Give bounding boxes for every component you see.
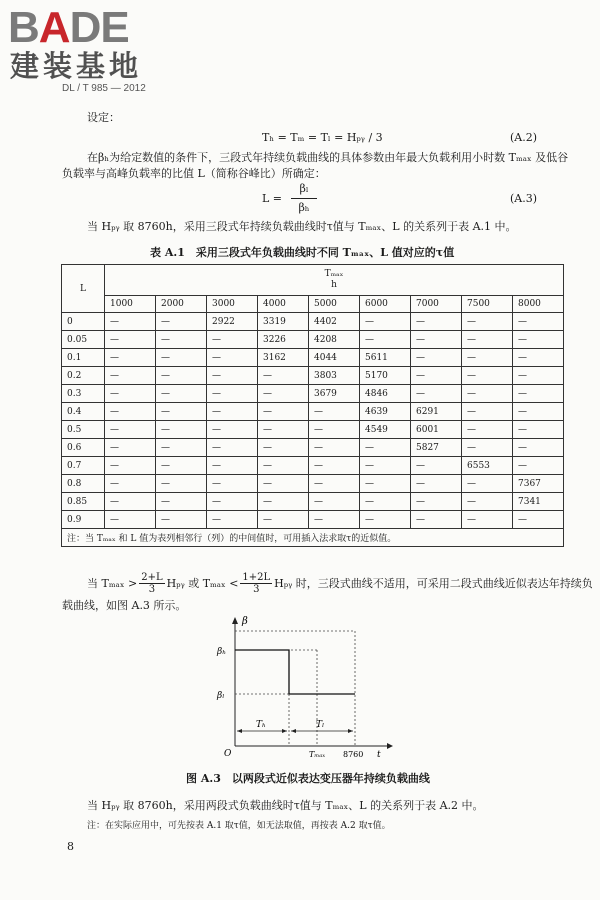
paragraph-4: 当 Hₚᵧ 取 8760h，采用两段式负载曲线时τ值与 Tₘₐₓ、L 的关系列于表 A.2 中。 [87,799,484,812]
table-cell: — [105,367,156,385]
x-axis-label: t [377,750,381,760]
table-cell: — [156,457,207,475]
tl-arrow-left [291,729,296,733]
table-row [62,475,564,493]
paragraph-1-line-2: 负载率与高峰负载率的比值 L（简称谷峰比）所确定： [62,167,326,180]
table-cell: 5827 [411,439,462,457]
table-note-row [62,529,564,547]
table-cell: — [411,331,462,349]
table-cell: — [462,493,513,511]
table-row-label: 0.9 [62,511,105,529]
table-cell: — [105,493,156,511]
table-cell: — [105,331,156,349]
table-column-header: 4000 [258,296,309,313]
figure-a3-caption: 图 A.3 以两段式近似表达变压器年持续负载曲线 [186,772,430,785]
table-cell: 4208 [309,331,360,349]
table-cell: 3319 [258,313,309,331]
table-cell: — [258,403,309,421]
table-column-header: 7500 [462,296,513,313]
table-cell: — [411,313,462,331]
table-row-label: 0.2 [62,367,105,385]
table-column-header: 3000 [207,296,258,313]
table-tmax-label: Tₘₐₓ [324,268,344,279]
fraction-1 [139,572,164,595]
table-cell: 3162 [258,349,309,367]
table-cell: 6553 [462,457,513,475]
table-cell: — [462,421,513,439]
table-cell: — [258,421,309,439]
table-cell: — [207,439,258,457]
table-cell: — [462,439,513,457]
table-row-label: 0.8 [62,475,105,493]
table-cell: 2922 [207,313,258,331]
table-cell: — [258,385,309,403]
table-cell: — [309,457,360,475]
table-row-header: L [62,265,105,313]
th-label: Tₕ [256,720,266,730]
table-cell: — [207,493,258,511]
table-column-header-row [62,296,564,313]
table-cell: — [156,475,207,493]
table-cell: — [411,511,462,529]
table-cell: 4044 [309,349,360,367]
table-cell: 4639 [360,403,411,421]
paragraph-3-suffix: Hₚᵧ 时，三段式曲线不适用，可采用二段式曲线近似表达年持续负 [274,576,593,590]
table-cell: — [156,385,207,403]
tl-arrow-right [348,729,353,733]
table-cell: — [360,511,411,529]
table-cell: — [411,457,462,475]
equation-a2: Tₕ = Tₘ = Tₗ = Hₚᵧ / 3 [262,131,383,144]
table-column-group-header [105,265,564,296]
table-cell: — [462,367,513,385]
table-cell: — [105,313,156,331]
table-column-header: 2000 [156,296,207,313]
table-cell: — [513,457,564,475]
table-row-label: 0.1 [62,349,105,367]
paragraph-3-prefix: 当 Tₘₐₓ > [87,576,138,590]
fraction-1-denominator: 3 [148,584,156,595]
table-cell: — [156,493,207,511]
table-row [62,367,564,385]
table-column-header: 1000 [105,296,156,313]
beta-h-label: βₕ [217,647,227,657]
x-axis-arrow [387,743,393,749]
table-row [62,439,564,457]
table-cell: — [156,511,207,529]
table-row-label: 0.3 [62,385,105,403]
origin-label: O [224,749,232,759]
table-row [62,421,564,439]
table-cell: — [411,493,462,511]
table-cell: — [207,367,258,385]
paragraph-1-line-1: 在βₕ为给定数值的条件下，三段式年持续负载曲线的具体参数由年最大负载利用小时数 Tₘₐₓ 及低谷 [87,151,569,164]
table-cell: — [156,331,207,349]
table-row-label: 0.6 [62,439,105,457]
equation-a3-denominator: βₕ [298,201,310,214]
table-row-label: 0.05 [62,331,105,349]
equation-a3-numerator: βₗ [299,182,309,195]
table-row [62,313,564,331]
table-cell: 4402 [309,313,360,331]
table-column-header: 7000 [411,296,462,313]
table-cell: — [360,331,411,349]
table-cell: — [156,403,207,421]
table-cell: — [513,367,564,385]
table-row [62,385,564,403]
table-cell: 3803 [309,367,360,385]
table-row [62,403,564,421]
table-cell: — [309,475,360,493]
table-cell: — [105,349,156,367]
table-cell: — [513,511,564,529]
table-cell: — [513,331,564,349]
table-cell: — [360,439,411,457]
table-cell: — [105,511,156,529]
fraction-2 [240,572,272,595]
table-cell: — [513,349,564,367]
table-cell: — [309,439,360,457]
load-curve [235,650,355,694]
table-cell: — [207,475,258,493]
table-cell: — [360,457,411,475]
equation-a3-lhs: L = [262,192,283,205]
table-cell: — [156,421,207,439]
intro-text: 设定： [87,111,120,124]
th-arrow-right [282,729,287,733]
tmax-label: Tₘₐₓ [309,750,326,759]
fraction-2-numerator: 1+2L [242,572,271,583]
equation-a3-fraction-bar [291,198,317,199]
figure-a3 [215,612,395,762]
table-cell: — [207,403,258,421]
paragraph-3-line-2: 载曲线，如图 A.3 所示。 [62,599,187,612]
table-cell: — [462,403,513,421]
table-cell: 4846 [360,385,411,403]
table-cell: — [207,457,258,475]
table-cell: — [360,475,411,493]
table-column-header: 6000 [360,296,411,313]
table-cell: 5170 [360,367,411,385]
table-cell: 5611 [360,349,411,367]
table-cell: — [462,349,513,367]
table-cell: — [513,439,564,457]
table-cell: — [309,493,360,511]
table-cell: — [258,367,309,385]
table-a1 [61,264,564,547]
table-cell: — [207,421,258,439]
table-a1-caption: 表 A.1 采用三段式年负载曲线时不同 Tₘₐₓ、L 值对应的τ值 [150,246,455,259]
table-cell: — [207,331,258,349]
paragraph-3-middle: Hₚᵧ 或 Tₘₐₓ < [166,576,239,590]
paragraph-2: 当 Hₚᵧ 取 8760h，采用三段式年持续负载曲线时τ值与 Tₘₐₓ、L 的关系列于表 A.1 中。 [87,220,517,233]
table-cell: — [360,493,411,511]
fraction-2-denominator: 3 [253,584,260,595]
table-cell: — [309,511,360,529]
table-cell: — [513,313,564,331]
brand-logo: BADE [8,3,129,52]
table-unit-label: h [331,280,337,290]
y-axis-arrow [232,617,238,624]
table-cell: — [411,475,462,493]
x-end-label: 8760 [343,750,364,759]
table-cell: — [156,367,207,385]
table-cell: — [411,367,462,385]
table-cell: — [411,349,462,367]
table-cell: — [462,331,513,349]
table-cell: — [360,313,411,331]
table-cell: 6291 [411,403,462,421]
table-column-header: 8000 [513,296,564,313]
fraction-1-numerator: 2+L [141,572,163,583]
equation-a3-number: (A.3) [510,192,538,205]
table-header-row [62,265,564,296]
table-row [62,511,564,529]
table-cell: — [513,403,564,421]
table-cell: 3226 [258,331,309,349]
table-cell: — [462,475,513,493]
th-arrow-left [237,729,242,733]
table-cell: — [411,385,462,403]
table-cell: 7367 [513,475,564,493]
table-row-label: 0.4 [62,403,105,421]
equation-a2-number: (A.2) [510,131,538,144]
table-cell: — [156,439,207,457]
table-cell: 4549 [360,421,411,439]
table-cell: — [258,475,309,493]
table-cell: — [156,349,207,367]
tl-label: Tₗ [316,720,325,730]
table-row-label: 0.5 [62,421,105,439]
note-2: 注：在实际应用中，可先按表 A.1 取τ值，如无法取值，再按表 A.2 取τ值。 [87,821,391,831]
table-row-label: 0.7 [62,457,105,475]
table-column-header: 5000 [309,296,360,313]
table-row-label: 0.85 [62,493,105,511]
table-cell: — [105,403,156,421]
table-cell: — [462,313,513,331]
table-cell: — [462,511,513,529]
table-cell: — [258,439,309,457]
table-cell: — [258,493,309,511]
table-cell: — [105,385,156,403]
table-cell: 3679 [309,385,360,403]
table-cell: 6001 [411,421,462,439]
table-note: 注：当 Tₘₐₓ 和 L 值为表列相邻行（列）的中间值时，可用插入法求取τ的近似值。 [62,529,564,547]
table-row [62,493,564,511]
page-number: 8 [67,840,74,853]
table-row-label: 0 [62,313,105,331]
table-cell: — [105,475,156,493]
table-cell: — [513,421,564,439]
table-cell: — [258,511,309,529]
standard-number: DL / T 985 — 2012 [62,83,146,94]
paragraph-3-line-1 [87,572,593,595]
table-cell: — [105,457,156,475]
table-cell: — [156,313,207,331]
table-cell: — [105,439,156,457]
table-cell: — [513,385,564,403]
table-cell: — [105,421,156,439]
table-cell: — [207,511,258,529]
table-row [62,349,564,367]
table-cell: — [258,457,309,475]
beta-l-label: βₗ [217,691,225,701]
table-cell: — [309,403,360,421]
y-axis-label: β [242,616,248,627]
table-cell: — [207,385,258,403]
table-cell: 7341 [513,493,564,511]
brand-logo-chinese: 建装基地 [10,49,143,83]
table-cell: — [309,421,360,439]
table-cell: — [207,349,258,367]
table-row [62,331,564,349]
table-row [62,457,564,475]
table-cell: — [462,385,513,403]
